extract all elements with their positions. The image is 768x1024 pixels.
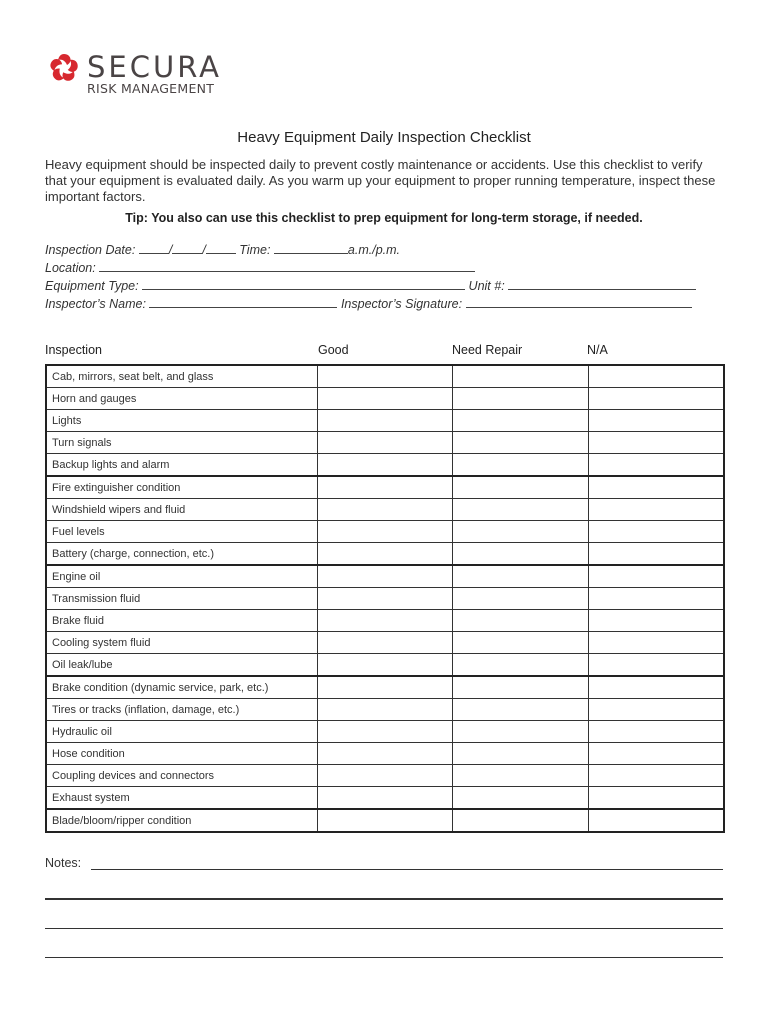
notes-line[interactable] [91, 869, 723, 870]
date-year-field[interactable] [206, 241, 236, 254]
date-month-field[interactable] [139, 241, 169, 254]
na-cell[interactable] [588, 476, 724, 499]
table-row [46, 365, 724, 388]
inspection-item: Cab, mirrors, seat belt, and glass [46, 365, 317, 388]
inspection-date-row [45, 241, 400, 257]
good-cell[interactable] [317, 565, 452, 588]
na-cell[interactable] [588, 676, 724, 699]
na-cell[interactable] [588, 632, 724, 654]
na-cell[interactable] [588, 588, 724, 610]
table-row [46, 765, 724, 787]
equipment-type-field[interactable] [142, 277, 465, 290]
table-row [46, 410, 724, 432]
na-cell[interactable] [588, 499, 724, 521]
na-cell[interactable] [588, 521, 724, 543]
good-cell[interactable] [317, 610, 452, 632]
table-row [46, 654, 724, 677]
need-repair-cell[interactable] [452, 521, 588, 543]
good-cell[interactable] [317, 787, 452, 810]
date-day-field[interactable] [172, 241, 202, 254]
inspection-item: Fire extinguisher condition [46, 476, 317, 499]
inspection-item: Brake fluid [46, 610, 317, 632]
date-separator: / [202, 243, 206, 257]
table-row [46, 721, 724, 743]
need-repair-cell[interactable] [452, 543, 588, 566]
inspection-item: Hose condition [46, 743, 317, 765]
need-repair-cell[interactable] [452, 765, 588, 787]
table-row [46, 476, 724, 499]
table-row [46, 388, 724, 410]
table-row [46, 432, 724, 454]
need-repair-cell[interactable] [452, 743, 588, 765]
inspection-item: Lights [46, 410, 317, 432]
time-field[interactable] [274, 241, 348, 254]
header-inspection: Inspection [45, 343, 102, 357]
page-title: Heavy Equipment Daily Inspection Checklist [237, 129, 531, 146]
inspection-date-label: Inspection Date: [45, 243, 136, 257]
table-row [46, 565, 724, 588]
na-cell[interactable] [588, 809, 724, 832]
ampm-label: a.m./p.m. [347, 243, 400, 257]
table-row [46, 610, 724, 632]
tip-text: Tip: You also can use this checklist to prep equipment for long-term storage, if needed. [125, 211, 643, 225]
need-repair-cell[interactable] [452, 454, 588, 477]
need-repair-cell[interactable] [452, 809, 588, 832]
good-cell[interactable] [317, 743, 452, 765]
notes-line[interactable] [45, 898, 723, 900]
location-row [45, 259, 475, 275]
good-cell[interactable] [317, 699, 452, 721]
time-label: Time: [239, 243, 271, 257]
inspection-item: Cooling system fluid [46, 632, 317, 654]
need-repair-cell[interactable] [452, 432, 588, 454]
inspection-item: Exhaust system [46, 787, 317, 810]
brand-name: SECURA [87, 50, 223, 84]
good-cell[interactable] [317, 454, 452, 477]
table-row [46, 787, 724, 810]
need-repair-cell[interactable] [452, 676, 588, 699]
need-repair-cell[interactable] [452, 365, 588, 388]
inspection-item: Coupling devices and connectors [46, 765, 317, 787]
location-field[interactable] [99, 259, 475, 272]
inspector-signature-label: Inspector’s Signature: [340, 297, 463, 311]
na-cell[interactable] [588, 410, 724, 432]
notes-label: Notes: [45, 856, 82, 870]
inspection-item: Transmission fluid [46, 588, 317, 610]
need-repair-cell[interactable] [452, 588, 588, 610]
table-row [46, 543, 724, 566]
na-cell[interactable] [588, 365, 724, 388]
na-cell[interactable] [588, 721, 724, 743]
header-need-repair: Need Repair [452, 343, 523, 357]
inspection-item: Tires or tracks (inflation, damage, etc.) [46, 699, 317, 721]
need-repair-cell[interactable] [452, 654, 588, 677]
good-cell[interactable] [317, 588, 452, 610]
table-row [46, 521, 724, 543]
table-row [46, 809, 724, 832]
table-row [46, 454, 724, 477]
inspection-item: Turn signals [46, 432, 317, 454]
date-separator: / [168, 243, 173, 257]
table-row [46, 632, 724, 654]
equipment-type-label: Equipment Type: [45, 279, 139, 293]
na-cell[interactable] [588, 654, 724, 677]
need-repair-cell[interactable] [452, 388, 588, 410]
need-repair-cell[interactable] [452, 632, 588, 654]
na-cell[interactable] [588, 432, 724, 454]
secura-logo [49, 50, 239, 100]
inspector-row [45, 295, 692, 311]
inspection-item: Horn and gauges [46, 388, 317, 410]
na-cell[interactable] [588, 543, 724, 566]
good-cell[interactable] [317, 499, 452, 521]
na-cell[interactable] [588, 454, 724, 477]
equipment-row [45, 277, 696, 293]
good-cell[interactable] [317, 365, 452, 388]
location-label: Location: [45, 261, 96, 275]
table-row [46, 676, 724, 699]
inspection-item: Windshield wipers and fluid [46, 499, 317, 521]
unit-label: Unit #: [468, 279, 505, 293]
inspection-item: Blade/bloom/ripper condition [46, 809, 317, 832]
inspection-item: Hydraulic oil [46, 721, 317, 743]
need-repair-cell[interactable] [452, 410, 588, 432]
inspector-signature-field[interactable] [466, 295, 692, 308]
na-cell[interactable] [588, 610, 724, 632]
header-good: Good [318, 343, 349, 357]
na-cell[interactable] [588, 743, 724, 765]
inspection-item: Brake condition (dynamic service, park, etc.) [46, 676, 317, 699]
table-row [46, 699, 724, 721]
good-cell[interactable] [317, 654, 452, 677]
need-repair-cell[interactable] [452, 565, 588, 588]
inspection-item: Backup lights and alarm [46, 454, 317, 477]
header-na: N/A [587, 343, 608, 357]
need-repair-cell[interactable] [452, 787, 588, 810]
notes-line[interactable] [45, 928, 723, 929]
brand-subtitle: RISK MANAGEMENT [87, 81, 215, 96]
good-cell[interactable] [317, 388, 452, 410]
na-cell[interactable] [588, 765, 724, 787]
na-cell[interactable] [588, 388, 724, 410]
good-cell[interactable] [317, 721, 452, 743]
secura-flower-icon [49, 52, 79, 84]
table-row [46, 743, 724, 765]
good-cell[interactable] [317, 632, 452, 654]
need-repair-cell[interactable] [452, 476, 588, 499]
need-repair-cell[interactable] [452, 610, 588, 632]
good-cell[interactable] [317, 410, 452, 432]
table-row [46, 499, 724, 521]
inspection-item: Oil leak/lube [46, 654, 317, 677]
table-row [46, 588, 724, 610]
good-cell[interactable] [317, 432, 452, 454]
inspection-item: Battery (charge, connection, etc.) [46, 543, 317, 566]
notes-line[interactable] [45, 957, 723, 958]
inspection-table [45, 364, 725, 833]
inspector-name-field[interactable] [149, 295, 337, 308]
good-cell[interactable] [317, 676, 452, 699]
unit-field[interactable] [508, 277, 696, 290]
inspection-item: Fuel levels [46, 521, 317, 543]
inspector-name-label: Inspector’s Name: [45, 297, 146, 311]
need-repair-cell[interactable] [452, 721, 588, 743]
need-repair-cell[interactable] [452, 499, 588, 521]
na-cell[interactable] [588, 787, 724, 810]
intro-paragraph: Heavy equipment should be inspected daily to prevent costly maintenance or accidents. Use this checklist to verify that your equipment is evaluated daily. As you warm up your equipment to proper running temperature, inspect these important factors. [45, 157, 716, 204]
need-repair-cell[interactable] [452, 699, 588, 721]
inspection-item: Engine oil [46, 565, 317, 588]
good-cell[interactable] [317, 521, 452, 543]
good-cell[interactable] [317, 543, 452, 566]
good-cell[interactable] [317, 476, 452, 499]
na-cell[interactable] [588, 565, 724, 588]
na-cell[interactable] [588, 699, 724, 721]
good-cell[interactable] [317, 765, 452, 787]
good-cell[interactable] [317, 809, 452, 832]
